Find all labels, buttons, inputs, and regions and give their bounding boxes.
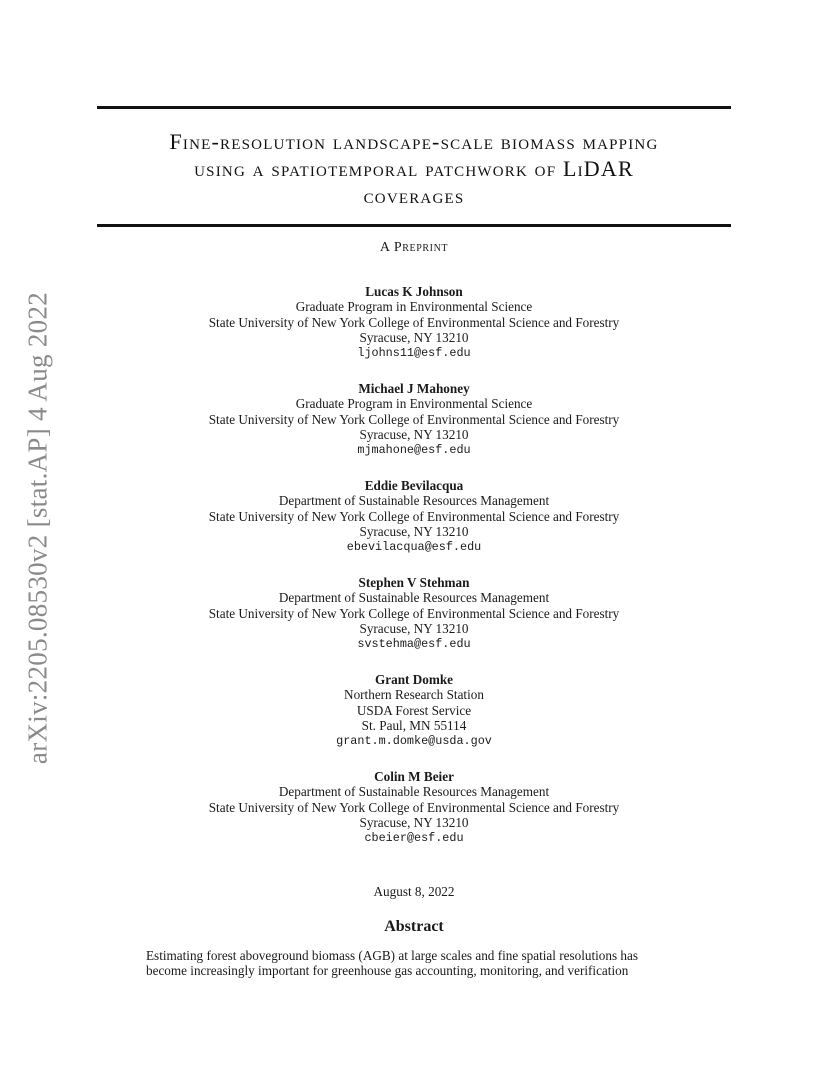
author-email[interactable]: svstehma@esf.edu xyxy=(357,636,471,651)
author-email[interactable]: grant.m.domke@usda.gov xyxy=(336,733,492,748)
author-department: Department of Sustainable Resources Management xyxy=(278,784,550,800)
author-department: Department of Sustainable Resources Management xyxy=(278,590,550,606)
author-institution: State University of New York College of Environmental Science and Forestry xyxy=(208,605,620,621)
abstract-heading: Abstract xyxy=(384,918,444,935)
author-location: Syracuse, NY 13210 xyxy=(359,330,469,346)
author-name: Grant Domke xyxy=(374,672,454,687)
author-institution: State University of New York College of Environmental Science and Forestry xyxy=(208,411,620,427)
author-email[interactable]: mjmahone@esf.edu xyxy=(357,442,471,457)
author-department: Graduate Program in Environmental Science xyxy=(295,299,533,315)
abstract-body xyxy=(146,948,684,979)
title-line-1: Fine-resolution landscape-scale biomass mapping xyxy=(169,129,659,154)
author-department: Graduate Program in Environmental Science xyxy=(295,396,533,412)
author-email[interactable]: ljohns11@esf.edu xyxy=(357,345,471,360)
author-name: Michael J Mahoney xyxy=(358,381,470,396)
title-line-2: using a spatiotemporal patchwork of LiDAR xyxy=(194,156,634,181)
abstract-line-1: Estimating forest aboveground biomass (AGB) at large scales and fine spatial resolutions has xyxy=(146,948,638,963)
abstract-line-2: become increasingly important for greenhouse gas accounting, monitoring, and verification xyxy=(146,963,629,979)
author-name: Eddie Bevilacqua xyxy=(364,478,464,493)
author-location: Syracuse, NY 13210 xyxy=(359,427,469,443)
author-institution: State University of New York College of Environmental Science and Forestry xyxy=(208,314,620,330)
author-location: Syracuse, NY 13210 xyxy=(359,621,469,637)
paper-title xyxy=(97,128,731,209)
author-block-1 xyxy=(97,284,731,361)
author-location: St. Paul, MN 55114 xyxy=(361,718,467,734)
arxiv-identifier-stamp: arXiv:2205.08530v2 [stat.AP] 4 Aug 2022 xyxy=(22,291,53,765)
author-block-5 xyxy=(97,672,731,749)
author-block-4 xyxy=(97,575,731,652)
author-location: Syracuse, NY 13210 xyxy=(359,524,469,540)
author-department: Department of Sustainable Resources Management xyxy=(278,493,550,509)
author-location: Syracuse, NY 13210 xyxy=(359,815,469,831)
title-bottom-rule xyxy=(97,224,731,227)
title-line-3: coverages xyxy=(363,183,465,208)
author-block-3 xyxy=(97,478,731,555)
title-top-rule xyxy=(97,106,731,109)
author-institution: State University of New York College of Environmental Science and Forestry xyxy=(208,799,620,815)
author-email[interactable]: cbeier@esf.edu xyxy=(364,830,464,845)
author-name: Lucas K Johnson xyxy=(365,284,463,299)
author-department: Northern Research Station xyxy=(344,687,484,703)
paper-date: August 8, 2022 xyxy=(373,884,455,899)
author-institution: State University of New York College of Environmental Science and Forestry xyxy=(208,508,620,524)
author-name: Colin M Beier xyxy=(374,769,454,784)
author-block-6 xyxy=(97,769,731,846)
author-block-2 xyxy=(97,381,731,458)
author-name: Stephen V Stehman xyxy=(358,575,470,590)
author-institution: USDA Forest Service xyxy=(356,702,472,718)
preprint-label: A Preprint xyxy=(379,240,449,255)
author-email[interactable]: ebevilacqua@esf.edu xyxy=(346,539,482,554)
